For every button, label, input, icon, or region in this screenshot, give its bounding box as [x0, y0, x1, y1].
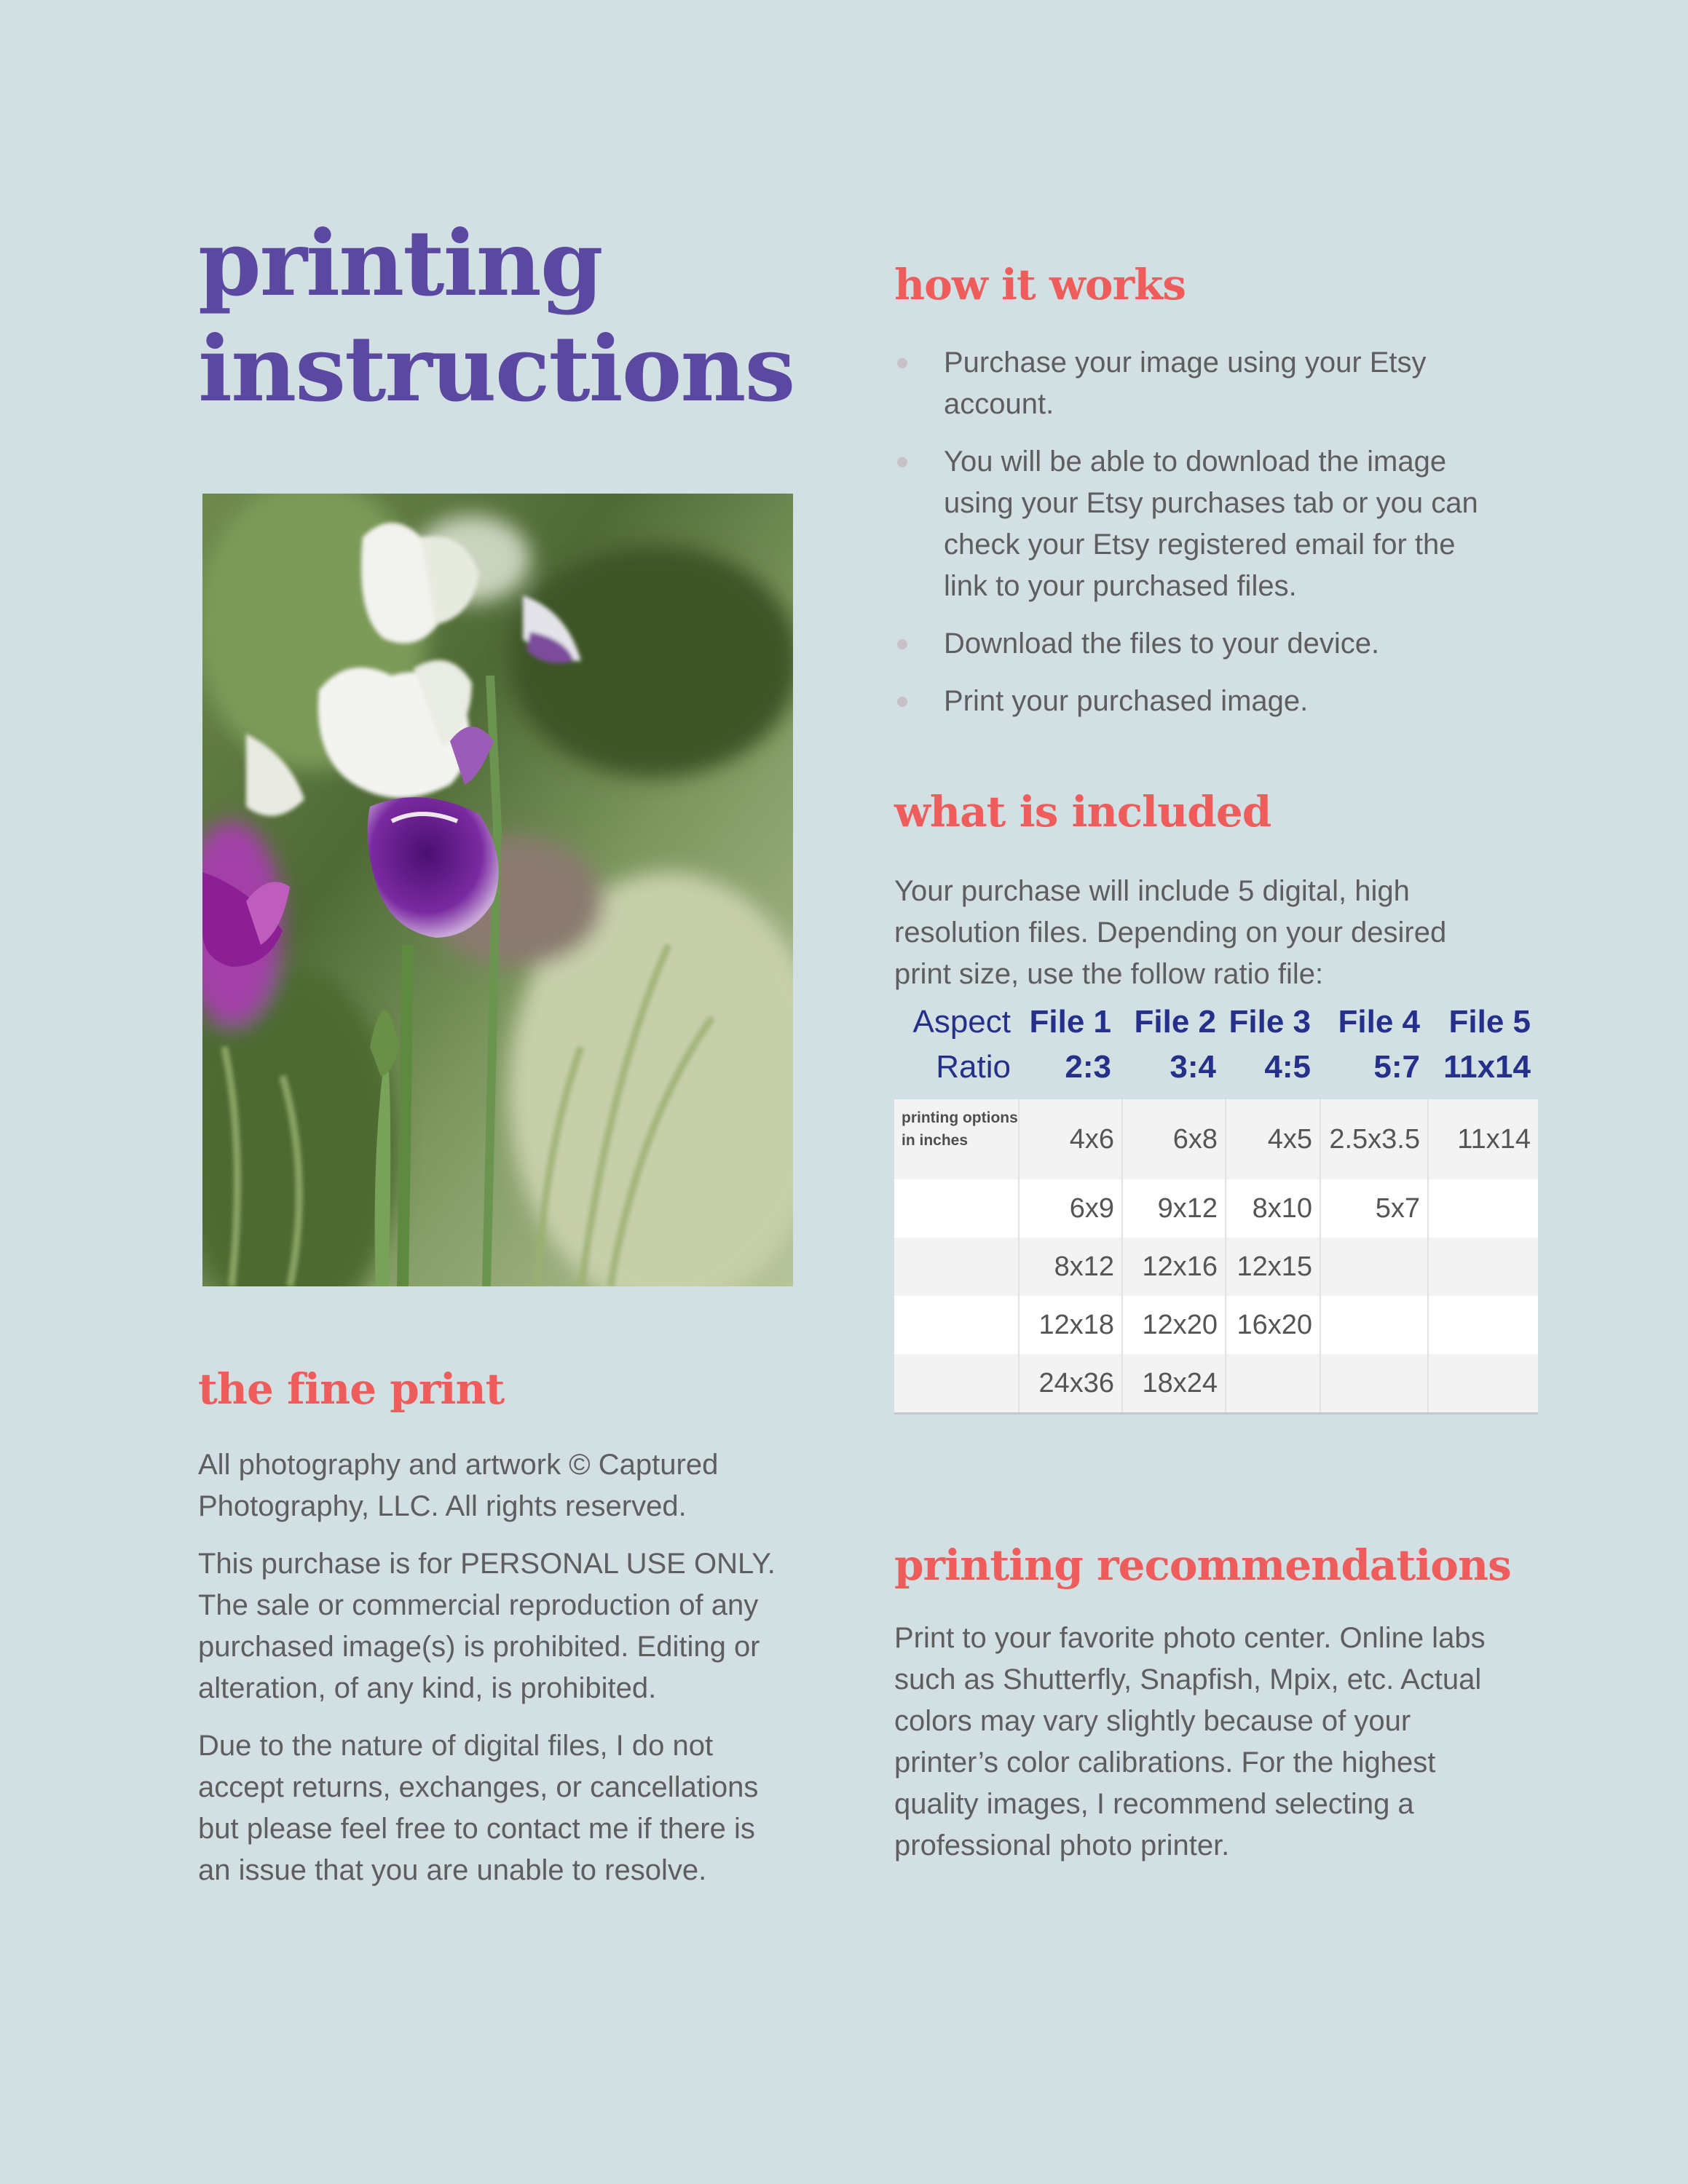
table-row: [894, 1179, 1538, 1238]
table-cell: 8x10: [1225, 1179, 1320, 1238]
what-is-included-heading: what is included: [894, 787, 1271, 836]
how-it-works-list: [894, 342, 1506, 738]
step-text: Download the files to your device.: [944, 628, 1380, 660]
step-text: Purchase your image using your Etsy account.: [944, 347, 1427, 420]
page-title-line1: printing: [198, 211, 602, 317]
step-item: [894, 441, 1506, 607]
table-cell: 2.5x3.5: [1320, 1099, 1427, 1179]
step-text: Print your purchased image.: [944, 685, 1309, 717]
table-cell: 12x15: [1225, 1238, 1320, 1296]
table-cell: [1427, 1354, 1538, 1412]
header-cell: [1216, 1000, 1311, 1090]
header-cell: [1121, 1000, 1216, 1090]
header-line2: Ratio: [936, 1049, 1011, 1085]
bullet-icon: [897, 639, 907, 649]
table-cell: 12x20: [1121, 1296, 1225, 1354]
header-cell: [1426, 1000, 1531, 1090]
page-title: [198, 211, 853, 422]
table-cell: [1427, 1296, 1538, 1354]
table-row: [894, 1238, 1538, 1296]
table-cell: [1225, 1354, 1320, 1412]
step-item: [894, 342, 1506, 425]
iris-photo: [202, 494, 793, 1286]
fine-print-heading: the fine print: [198, 1364, 505, 1414]
header-line1: File 5: [1448, 1004, 1531, 1040]
fine-print-paragraph: All photography and artwork © Captured Photography, LLC. All rights reserved.: [198, 1449, 719, 1522]
table-cell: 5x7: [1320, 1179, 1427, 1238]
header-line1: File 2: [1134, 1004, 1216, 1040]
fine-print-paragraph: This purchase is for PERSONAL USE ONLY. The sale or commercial reproduction of any purchased image(s) is prohibited. Editing or alteration, of any kind, is prohibited.: [198, 1548, 776, 1704]
page-title-line2: instructions: [198, 317, 794, 422]
ratio-table-header: [894, 1000, 1538, 1094]
header-line1: Aspect: [912, 1004, 1011, 1040]
table-cell: [1427, 1238, 1538, 1296]
step-text: You will be able to download the image using your Etsy purchases tab or you can check your Etsy registered email for the link to your purchased files.: [944, 446, 1478, 602]
table-cell: 11x14: [1427, 1099, 1538, 1179]
header-line1: File 1: [1029, 1004, 1111, 1040]
table-row: [894, 1099, 1538, 1179]
header-line2: 4:5: [1264, 1049, 1311, 1085]
fine-print-section: [198, 1444, 795, 1907]
header-line1: File 3: [1228, 1004, 1311, 1040]
header-cell: [894, 1000, 1011, 1090]
bullet-icon: [897, 697, 907, 707]
bullet-icon: [897, 358, 907, 368]
table-cell: 4x6: [1018, 1099, 1121, 1179]
table-cell: 4x5: [1225, 1099, 1320, 1179]
table-cell: 6x9: [1018, 1179, 1121, 1238]
fine-print-paragraph: Due to the nature of digital files, I do not accept returns, exchanges, or cancellations but please feel free to contact me if there is an issue that you are unable to resolve.: [198, 1730, 759, 1886]
table-cell: 12x18: [1018, 1296, 1121, 1354]
table-row: [894, 1296, 1538, 1354]
step-item: [894, 623, 1506, 665]
ratio-table: [894, 1099, 1538, 1415]
table-cell: 16x20: [1225, 1296, 1320, 1354]
table-cell: 24x36: [1018, 1354, 1121, 1412]
table-cell: [1427, 1179, 1538, 1238]
table-cell: 6x8: [1121, 1099, 1225, 1179]
table-cell: 9x12: [1121, 1179, 1225, 1238]
bullet-icon: [897, 457, 907, 467]
table-row: [894, 1354, 1538, 1412]
row-label: printing options in inches: [902, 1109, 1018, 1149]
how-it-works-heading: how it works: [894, 260, 1186, 309]
step-item: [894, 681, 1506, 722]
table-cell: [1320, 1354, 1427, 1412]
printing-recommendations-text: Print to your favorite photo center. Online labs such as Shutterfly, Snapfish, Mpix, etc. Actual colors may vary slightly because of your printer’s color calibrations. For the highest quality images, I recommend selecting a professional photo printer.: [894, 1622, 1486, 1861]
table-cell: [1320, 1296, 1427, 1354]
header-cell: [1018, 1000, 1111, 1090]
header-line2: 2:3: [1065, 1049, 1111, 1085]
header-line2: 5:7: [1373, 1049, 1420, 1085]
table-cell: 8x12: [1018, 1238, 1121, 1296]
printing-recommendations-heading: printing recommendations: [894, 1540, 1511, 1590]
header-line2: 11x14: [1443, 1049, 1531, 1085]
header-cell: [1317, 1000, 1420, 1090]
header-line1: File 4: [1338, 1004, 1420, 1040]
what-is-included-text: Your purchase will include 5 digital, high resolution files. Depending on your desired print size, use the follow ratio file:: [894, 875, 1447, 990]
table-cell: [1320, 1238, 1427, 1296]
table-cell: 18x24: [1121, 1354, 1225, 1412]
header-line2: 3:4: [1170, 1049, 1216, 1085]
table-cell: 12x16: [1121, 1238, 1225, 1296]
